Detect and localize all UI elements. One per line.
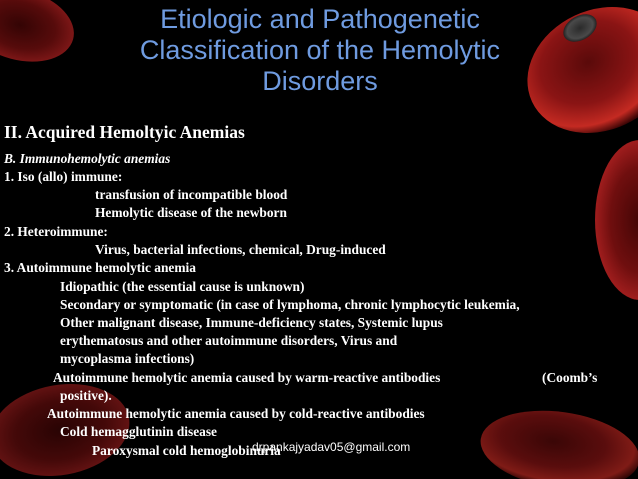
list-item-warm-reactive-cont: positive). <box>60 388 112 403</box>
list-item-warm-reactive-coombs: (Coomb’s <box>542 370 598 385</box>
title-line-2: Classification of the Hemolytic <box>139 35 501 65</box>
section-heading: II. Acquired Hemoltyic Anemias <box>4 122 245 142</box>
title-line-1: Etiologic and Pathogenetic <box>160 4 480 34</box>
list-item-iso-immune: 1. Iso (allo) immune: <box>4 169 123 184</box>
list-item-autoimmune: 3. Autoimmune hemolytic anemia <box>4 260 196 275</box>
list-item-hemolytic-disease-newborn: Hemolytic disease of the newborn <box>95 205 287 220</box>
list-item-transfusion: transfusion of incompatible blood <box>95 187 288 202</box>
list-item-warm-reactive: Autoimmune hemolytic anemia caused by warm-reactive antibodies <box>53 370 441 385</box>
watermark-email: drpankajyadav05@gmail.com <box>252 440 411 454</box>
list-item-secondary-cont-1: Other malignant disease, Immune-deficiency states, Systemic lupus <box>60 315 443 330</box>
subheading: B. Immunohemolytic anemias <box>4 151 171 166</box>
list-item-cold-hemagglutinin: Cold hemagglutinin disease <box>60 424 217 439</box>
list-item-heteroimmune: 2. Heteroimmune: <box>4 224 108 239</box>
list-item-secondary: Secondary or symptomatic (in case of lymphoma, chronic lymphocytic leukemia, <box>60 297 520 312</box>
list-item-idiopathic: Idiopathic (the essential cause is unknown) <box>60 279 305 294</box>
title-line-3: Disorders <box>262 66 378 96</box>
list-item-secondary-cont-2: erythematosus and other autoimmune disorders, Virus and <box>60 333 398 348</box>
list-item-secondary-cont-3: mycoplasma infections) <box>60 351 195 366</box>
list-item-cold-reactive: Autoimmune hemolytic anemia caused by cold-reactive antibodies <box>47 406 425 421</box>
list-item-paroxysmal: Paroxysmal cold hemoglobinuria <box>92 443 281 458</box>
list-item-heteroimmune-causes: Virus, bacterial infections, chemical, Drug-induced <box>95 242 386 257</box>
